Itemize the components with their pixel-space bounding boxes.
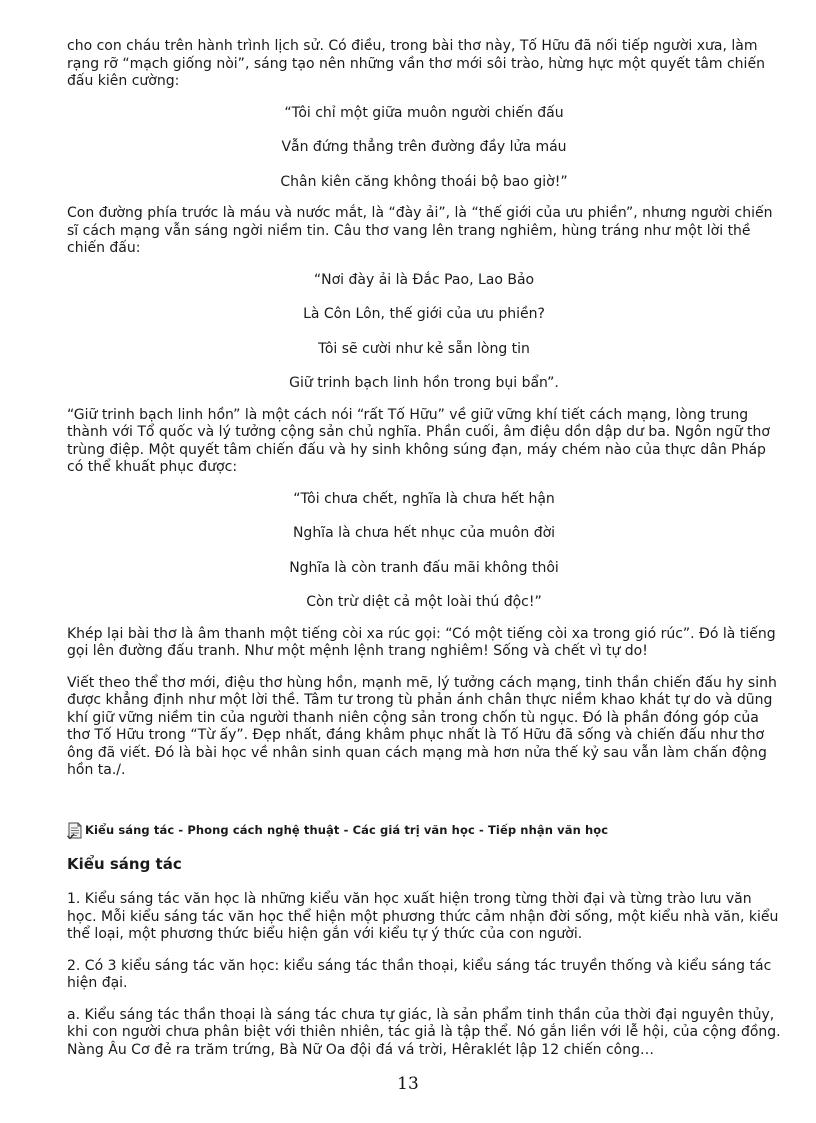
- poem-stanza-1: [67, 105, 781, 192]
- page-content: [67, 38, 781, 1073]
- paragraph-5: Viết theo thể thơ mới, điệu thơ hùng hồn, mạnh mẽ, lý tưởng cách mạng, tinh thần chiến đấu hy sinh được khẳng định như một lời thề. Tâm tư trong tù phản ánh chân thực niềm khao khát tự do và dũng khí giữ vững niềm tin của người thanh niên cộng sản trong chốn tù ngục. Đó là phần đóng góp của thơ Tố Hữu trong “Từ ấy”. Đẹp nhất, đáng khâm phục nhất là Tố Hữu đã sống và chiến đấu như thơ ông đã viết. Đó là bài học về nhân sinh quan cách mạng mà hơn nửa thế kỷ sau vẫn làm chấn động hồn ta./.: [67, 674, 777, 778]
- list-item-2: 2. Có 3 kiểu sáng tác văn học: kiểu sáng tác thần thoại, kiểu sáng tác truyền thống và kiểu sáng tác hiện đại.: [67, 957, 772, 991]
- document-icon: [67, 822, 83, 840]
- poem-line: “Tôi chỉ một giữa muôn người chiến đấu: [284, 104, 564, 121]
- page-number: 13: [397, 1074, 419, 1094]
- poem-line: Còn trừ diệt cả một loài thú độc!”: [306, 594, 542, 610]
- poem-line: Là Côn Lôn, thế giới của ưu phiền?: [303, 306, 545, 322]
- paragraph-4: Khép lại bài thơ là âm thanh một tiếng còi xa rúc gọi: “Có một tiếng còi xa trong gió rúc”. Đó là tiếng gọi lên đường đấu tranh. Như một mệnh lệnh trang nghiêm! Sống và chết vì tự do!: [67, 625, 776, 659]
- poem-line: Nghĩa là chưa hết nhục của muôn đời: [292, 525, 556, 541]
- list-item-a: a. Kiểu sáng tác thần thoại là sáng tác chưa tự giác, là sản phẩm tinh thần của thời đại nguyên thủy, khi con người chưa phân biệt với thiên nhiên, tác giả là tập thể. Nó gắn liền với lễ hội, của cộng đồng. Nàng Âu Cơ đẻ ra trăm trứng, Bà Nữ Oa đội đá vá trời, Hêraklét lập 12 chiến công…: [67, 1006, 781, 1058]
- paragraph-3: “Giữ trinh bạch linh hồn” là một cách nói “rất Tố Hữu” về giữ vững khí tiết cách mạng, lòng trung thành với Tổ quốc và lý tưởng cộng sản chủ nghĩa. Phần cuối, âm điệu dồn dập dư ba. Ngôn ngữ thơ trùng điệp. Một quyết tâm chiến đấu và hy sinh không súng đạn, máy chém nào của thực dân Pháp có thể khuất phục được:: [67, 406, 770, 475]
- section-title: Kiểu sáng tác - Phong cách nghệ thuật - Các giá trị văn học - Tiếp nhận văn học: [85, 822, 609, 837]
- poem-line: Vẫn đứng thẳng trên đường đầy lửa máu: [281, 139, 567, 155]
- poem-line: Chân kiên căng không thoái bộ bao giờ!”: [280, 173, 568, 190]
- poem-line: “Nơi đày ải là Đắc Pao, Lao Bảo: [313, 271, 535, 288]
- intro-paragraph: cho con cháu trên hành trình lịch sử. Có điều, trong bài thơ này, Tố Hữu đã nối tiếp người xưa, làm rạng rỡ “mạch giống nòi”, sáng tạo nên những vần thơ mới sôi trào, hừng hực một quyết tâm chiến đấu kiên cường:: [67, 38, 765, 89]
- poem-line: Tôi sẽ cười như kẻ sẵn lòng tin: [318, 340, 530, 357]
- paragraph-2: Con đường phía trước là máu và nước mắt, là “đày ải”, là “thế giới của ưu phiền”, nhưng người chiến sĩ cách mạng vẫn sáng ngời niềm tin. Câu thơ vang lên trang nghiêm, hùng tráng như một lời thề chiến đấu:: [67, 205, 773, 256]
- section-heading: Kiểu sáng tác: [67, 854, 182, 873]
- poem-line: Giữ trinh bạch linh hồn trong bụi bẩn”.: [289, 375, 559, 391]
- list-item-1: 1. Kiểu sáng tác văn học là những kiểu văn học xuất hiện trong từng thời đại và từng trào lưu văn học. Mỗi kiểu sáng tác văn học thể hiện một phương thức cảm nhận đời sống, một kiểu nhà văn, kiểu thể loại, một phương thức biểu hiện gắn với kiểu tự ý thức của con người.: [67, 891, 779, 942]
- section-bar: [67, 822, 781, 840]
- poem-stanza-3: [67, 491, 781, 612]
- poem-stanza-2: [67, 272, 781, 393]
- poem-line: “Tôi chưa chết, nghĩa là chưa hết hận: [293, 490, 555, 507]
- poem-line: Nghĩa là còn tranh đấu mãi không thôi: [289, 559, 559, 576]
